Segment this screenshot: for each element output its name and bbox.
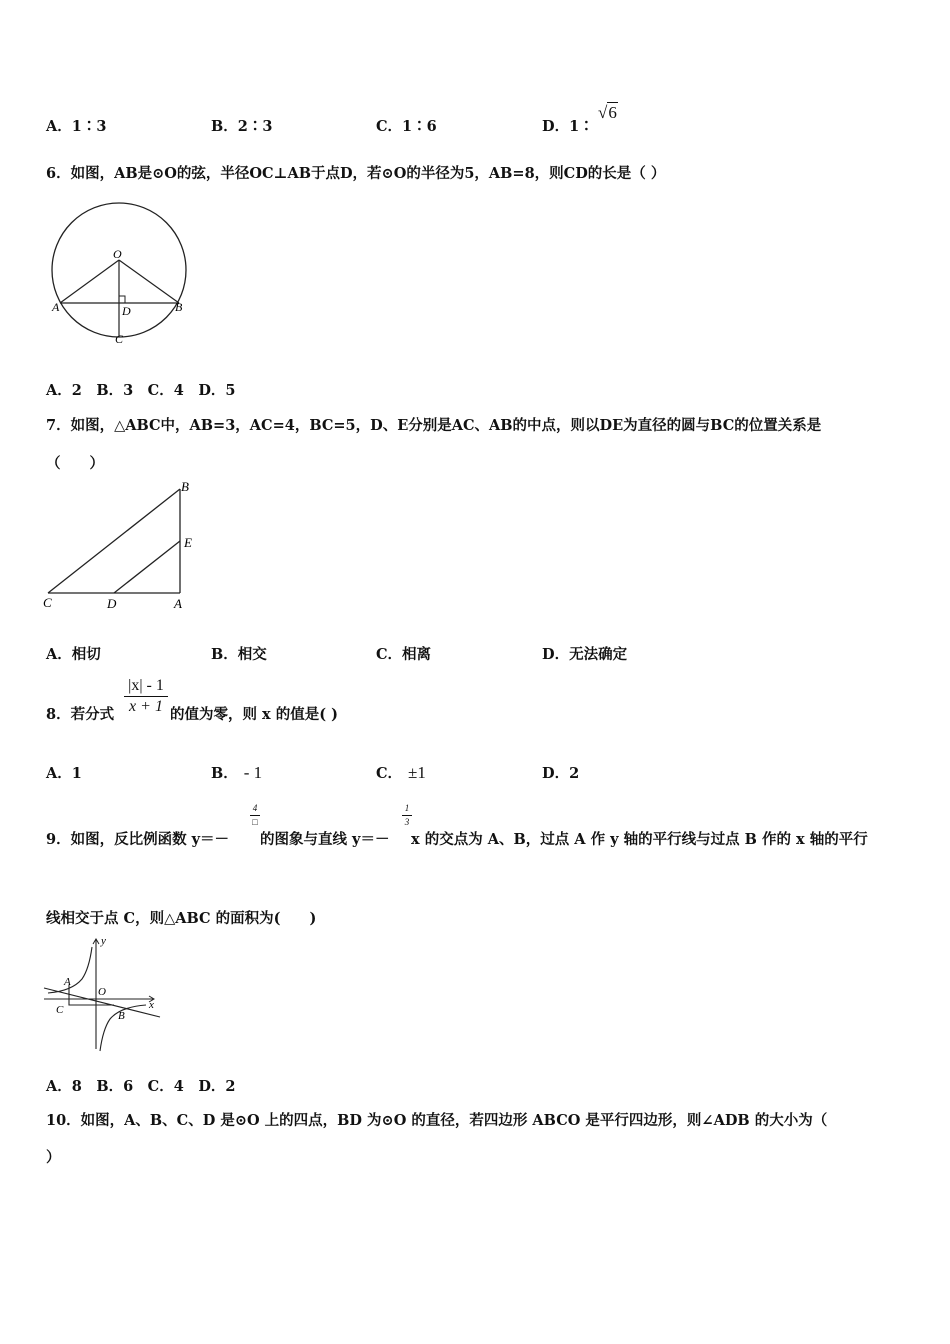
q7-option-b-text: 相交 — [237, 646, 267, 663]
q7-label-a: A — [174, 596, 182, 611]
q9-label-c: C — [56, 1004, 64, 1016]
q5-option-a-key: A． — [46, 118, 72, 135]
q7-figure — [40, 477, 205, 612]
q8-denominator: x + 1 — [129, 698, 163, 715]
q5-option-c-text: 1∶6 — [402, 118, 437, 135]
q9-segment-acb — [69, 985, 114, 1005]
q6-options[interactable]: A．2 B．3 C．4 D．5 — [46, 382, 236, 399]
q7-label-b: B — [181, 479, 189, 494]
q7-option-c-text: 相离 — [402, 646, 432, 663]
q9-frac1-den: □ — [252, 817, 258, 827]
q9-frac1-bar — [250, 815, 260, 816]
q10-stem-line1: 10．如图，A、B、C、D 是⊙O 上的四点，BD 为⊙O 的直径，若四边形 ABCO 是平行四边形，则∠ADB 的大小为（ — [46, 1112, 828, 1129]
q9-frac1-num: 4 — [252, 803, 258, 813]
q7-option-b[interactable] — [211, 643, 267, 664]
q7-option-c-key: C． — [376, 646, 403, 663]
q6-figure — [46, 190, 196, 350]
q9-label-x: x — [149, 999, 154, 1011]
q6-label-d: D — [122, 304, 131, 318]
q9-label-b: B — [118, 1010, 125, 1022]
q8-option-a-key: A． — [46, 765, 72, 782]
q6-label-c: C — [115, 332, 124, 346]
q7-stem-line1: 7．如图，△ABC中，AB=3，AC=4，BC=5，D、E分别是AC、AB的中点，则以DE为直径的圆与BC的位置关系是 — [46, 417, 822, 434]
q8-fraction-bar — [124, 696, 168, 697]
q6-radius-oa — [60, 260, 119, 303]
q5-option-a[interactable] — [46, 115, 106, 136]
q6-radius-ob — [119, 260, 179, 303]
q7-option-d-key: D． — [542, 646, 570, 663]
q6-label-b: B — [175, 300, 183, 314]
q8-option-c[interactable] — [376, 762, 426, 783]
q9-part2: 的图象与直线 y＝－ — [260, 831, 390, 848]
q5-option-c-key: C． — [376, 118, 403, 135]
sqrt-radicand: 6 — [608, 103, 617, 122]
q9-label-y: y — [101, 935, 106, 947]
q5-option-b-text: 2∶3 — [237, 118, 273, 135]
q8-option-b-key: B． — [211, 765, 238, 782]
q9-part1: 9．如图，反比例函数 y＝－ — [46, 831, 230, 848]
q6-stem: 6．如图，AB是⊙O的弦，半径OC⊥AB于点D，若⊙O的半径为5，AB=8，则CD的长是（ ） — [46, 165, 666, 182]
q8-option-b-text: - 1 — [243, 763, 263, 782]
q9-label-a: A — [64, 976, 71, 988]
q7-option-a[interactable] — [46, 643, 101, 664]
q6-label-a: A — [52, 300, 60, 314]
q5-option-b[interactable] — [211, 115, 272, 136]
q7-option-c[interactable] — [376, 643, 431, 664]
q8-option-d-key: D． — [542, 765, 570, 782]
q7-segment-de — [114, 541, 180, 593]
q9-figure — [42, 933, 167, 1055]
q9-frac2-num: 1 — [404, 803, 410, 813]
q7-label-d: D — [107, 596, 117, 611]
q9-label-o: O — [98, 986, 106, 998]
q5-option-d[interactable] — [542, 115, 594, 136]
q7-option-a-key: A． — [46, 646, 72, 663]
q10-stem-line2: ） — [46, 1149, 61, 1166]
q8-option-d-text: 2 — [569, 765, 580, 782]
q7-option-d[interactable] — [542, 643, 627, 664]
q8-option-a[interactable] — [46, 762, 82, 783]
q7-option-b-key: B． — [211, 646, 238, 663]
q8-option-c-text: ±1 — [408, 763, 426, 782]
q5-option-b-key: B． — [211, 118, 238, 135]
q9-options[interactable]: A．8 B．6 C．4 D．2 — [46, 1078, 236, 1095]
q5-option-d-text: 1∶ — [569, 118, 594, 135]
q6-label-o: O — [113, 247, 122, 261]
q8-suffix: 的值为零，则 x 的值是( ) — [170, 706, 339, 723]
q9-line2: 线相交于点 C，则△ABC 的面积为( ) — [46, 910, 317, 927]
q7-side-cb — [48, 489, 180, 593]
q8-option-a-text: 1 — [71, 765, 82, 782]
q7-stem-line2: （ ） — [46, 455, 104, 472]
q8-prefix: 8．若分式 — [46, 706, 115, 723]
q7-label-c: C — [43, 595, 52, 610]
q8-option-b[interactable] — [211, 762, 262, 783]
q5-option-a-text: 1∶3 — [71, 118, 107, 135]
q7-option-a-text: 相切 — [71, 646, 101, 663]
q8-numerator: |x| - 1 — [128, 677, 164, 694]
q5-option-d-key: D． — [542, 118, 570, 135]
q8-fraction — [124, 677, 168, 716]
q7-label-e: E — [184, 535, 192, 550]
q5-sqrt-6 — [598, 103, 618, 123]
q7-option-d-text: 无法确定 — [569, 646, 628, 663]
q8-option-d[interactable] — [542, 762, 579, 783]
q5-option-c[interactable] — [376, 115, 437, 136]
q9-part3: x 的交点为 A、B，过点 A 作 y 轴的平行线与过点 B 作的 x 轴的平行 — [411, 831, 868, 848]
q9-frac1 — [250, 804, 260, 827]
q9-frac2-bar — [402, 815, 412, 816]
sqrt-symbol: √ — [598, 103, 608, 122]
q9-frac2 — [402, 804, 412, 827]
q6-right-angle-mark — [119, 296, 125, 303]
q9-frac2-den: 3 — [404, 817, 410, 827]
q8-option-c-key: C． — [376, 765, 403, 782]
